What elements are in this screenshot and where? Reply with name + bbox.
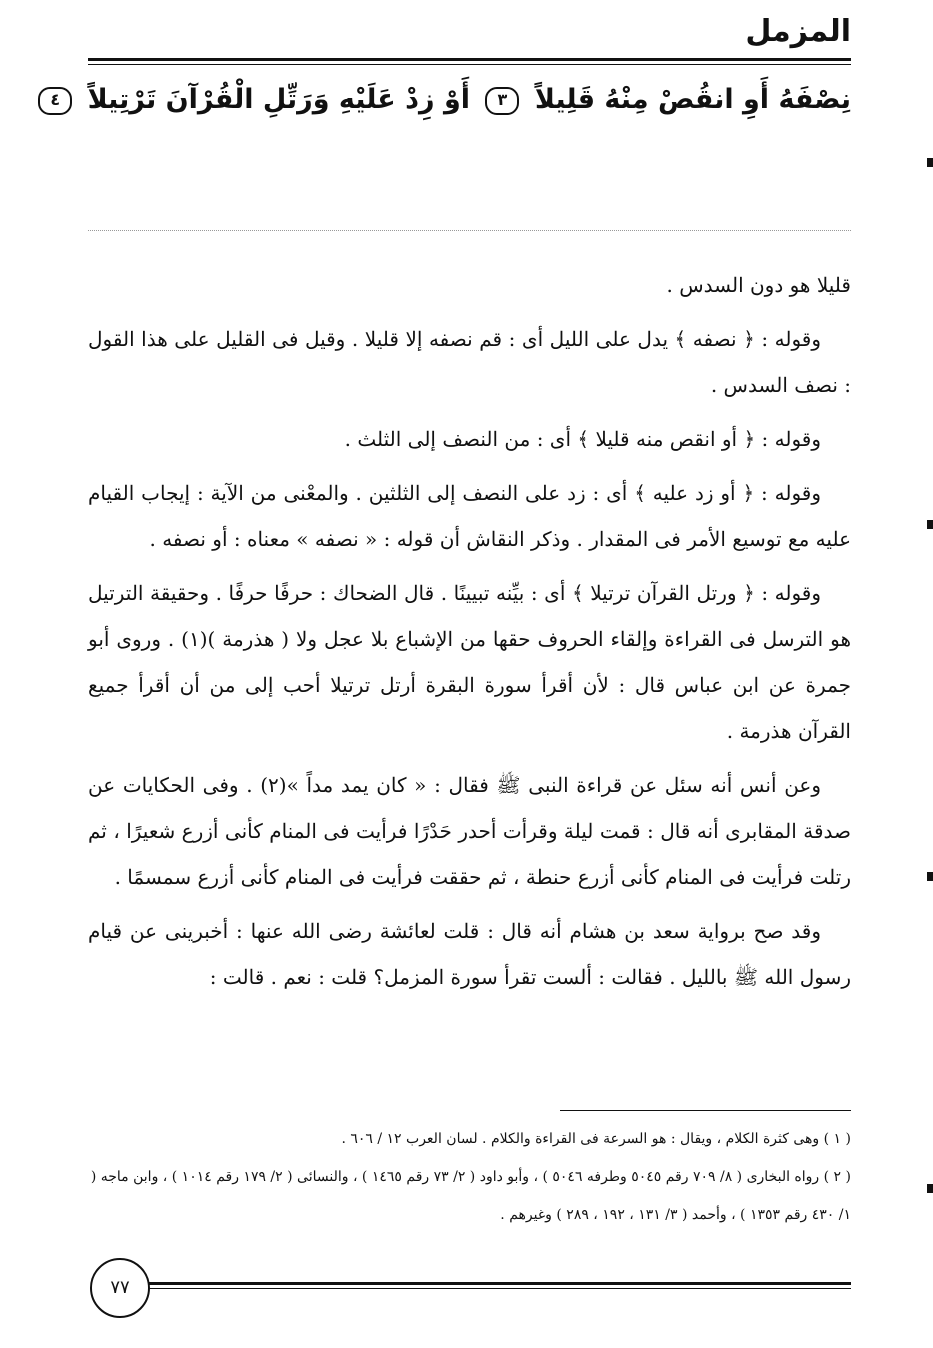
scan-edge-mark: [927, 1184, 933, 1193]
paragraph: وقوله : ﴿ نصفه ﴾ يدل على الليل أى : قم نصفه إلا قليلا . وقيل فى القليل على هذا القول : نصف السدس .: [88, 327, 851, 397]
footnotes: [88, 1120, 851, 1234]
scan-edge-mark: [927, 520, 933, 529]
paragraph: قليلا هو دون السدس .: [666, 273, 851, 297]
header-rule-thin: [88, 64, 851, 65]
scan-edge-mark: [927, 872, 933, 881]
scan-edge-mark: [927, 158, 933, 167]
header-rule-thick: [88, 58, 851, 61]
verse-text-part-a: نِصْفَهُ أَوِ انقُصْ مِنْهُ قَلِيلاً: [534, 84, 851, 115]
paragraph: وعن أنس أنه سئل عن قراءة النبى ﷺ فقال : « كان يمد مداً »(٢) . وفى الحكايات عن صدقة المقابرى أنه قال : قمت ليلة وقرأت أحدر حَدْرًا فرأيت فى المنام كأنى أزرع شعيرًا ، ثم رتلت فرأيت فى المنام كأنى أزرع حنطة ، ثم حققت فرأيت فى المنام كأنى أزرع سمسمًا .: [88, 773, 851, 889]
paragraph: وقوله : ﴿ أو انقص منه قليلا ﴾ أى : من النصف إلى الثلث .: [344, 427, 821, 451]
footer-rule-thin: [148, 1288, 851, 1289]
dotted-separator: [88, 230, 851, 231]
ayah-number-marker: ٤: [38, 87, 72, 115]
surah-title: المزمل: [745, 14, 851, 49]
quran-verse-line: [50, 74, 851, 126]
footer-rule-thick: [148, 1282, 851, 1285]
paragraph: وقوله : ﴿ ورتل القرآن ترتيلا ﴾ أى : بيِّنه تبيينًا . قال الضحاك : حرفًا حرفًا . وحقيقة الترتيل هو الترسل فى القراءة وإلقاء الحروف حقها من الإشباع بلا عجل ولا ( هذرمة )(١) . وروى أبو جمرة عن ابن عباس قال : لأن أقرأ سورة البقرة أرتل ترتيلا أحب إلى من أن أقرأ جميع القرآن هذرمة .: [88, 581, 851, 743]
paragraph: وقوله : ﴿ أو زد عليه ﴾ أى : زد على النصف إلى الثلثين . والمعْنى من الآية : إيجاب القيام عليه مع توسيع الأمر فى المقدار . وذكر النقاش أن قوله : « نصفه » معناه : أو نصفه .: [88, 481, 851, 551]
footnote-rule: [560, 1110, 851, 1111]
verse-text-part-b: أَوْ زِدْ عَلَيْهِ وَرَتِّلِ الْقُرْآنَ تَرْتِيلاً: [87, 84, 470, 115]
footnote: ( ٢ ) رواه البخارى ( ٨/ ٧٠٩ رقم ٥٠٤٥ وطرفه ٥٠٤٦ ) ، وأبو داود ( ٢/ ٧٣ رقم ١٤٦٥ ) ، والنسائى ( ٢/ ١٧٩ رقم ١٠١٤ ) ، وابن ماجه ( ١/ ٤٣٠ رقم ١٣٥٣ ) ، وأحمد ( ٣/ ١٣١ ، ١٩٢ ، ٢٨٩ ) وغيرهم .: [90, 1169, 851, 1223]
commentary-body: [88, 262, 851, 1008]
footnote: ( ١ ) وهى كثرة الكلام ، ويقال : هو السرعة فى القراءة والكلام . لسان العرب ١٢ / ٦٠٦ .: [341, 1131, 851, 1147]
paragraph: وقد صح برواية سعد بن هشام أنه قال : قلت لعائشة رضى الله عنها : أخبرينى عن قيام رسول الله ﷺ بالليل . فقالت : ألست تقرأ سورة المزمل؟ قلت : نعم . قالت :: [88, 919, 851, 989]
page-number: ٧٧: [90, 1258, 150, 1318]
ayah-number-marker: ٣: [485, 87, 519, 115]
